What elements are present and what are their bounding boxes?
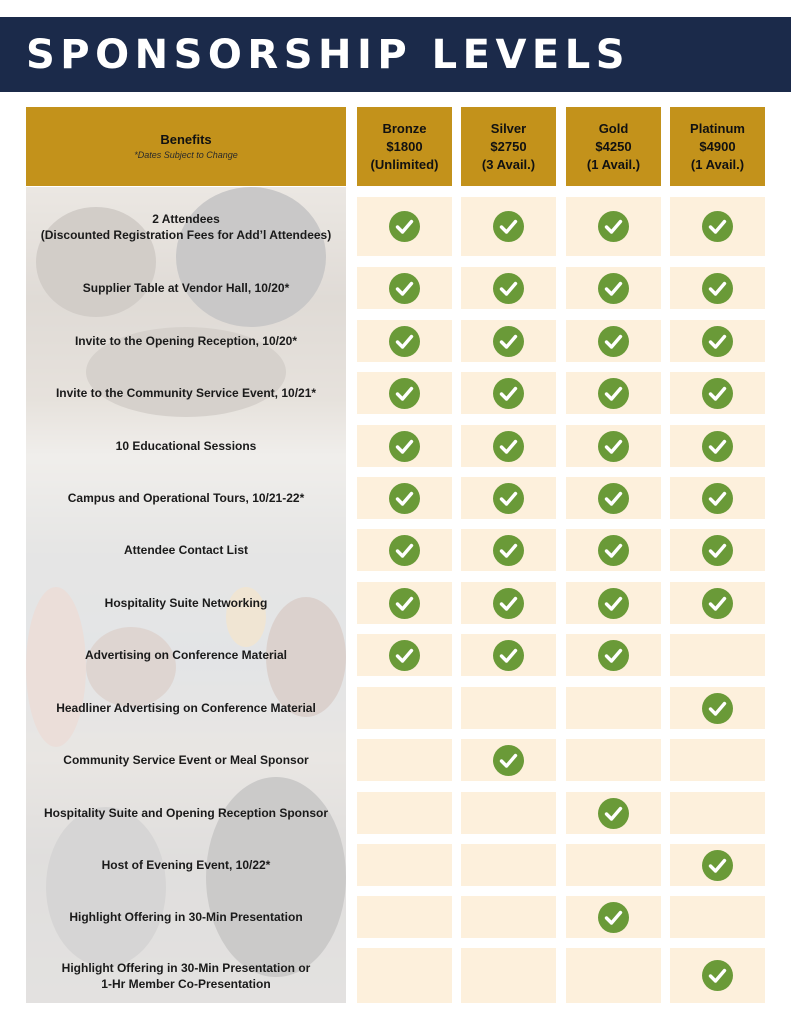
checkmark-icon bbox=[598, 798, 629, 829]
checkmark-icon bbox=[702, 850, 733, 881]
tier-header-gold bbox=[566, 107, 661, 186]
tier-cell-platinum bbox=[670, 529, 765, 571]
checkmark-icon bbox=[389, 326, 420, 357]
checkmark-icon bbox=[702, 693, 733, 724]
checkmark-icon bbox=[702, 483, 733, 514]
tier-cell-silver bbox=[461, 687, 556, 729]
tier-cell-silver bbox=[461, 634, 556, 676]
benefit-label bbox=[26, 425, 346, 467]
tier-cell-silver bbox=[461, 267, 556, 309]
checkmark-icon bbox=[702, 273, 733, 304]
checkmark-icon bbox=[598, 535, 629, 566]
tier-price: $4250 bbox=[595, 138, 632, 154]
checkmark-icon bbox=[702, 960, 733, 991]
benefit-label bbox=[26, 197, 346, 256]
tier-availability: (1 Avail.) bbox=[586, 156, 641, 172]
tier-cell-gold bbox=[566, 425, 661, 467]
page-title: SPONSORSHIP LEVELS bbox=[26, 32, 631, 78]
tier-header-silver bbox=[461, 107, 556, 186]
tier-cell-gold bbox=[566, 792, 661, 834]
tier-cell-silver bbox=[461, 477, 556, 519]
tier-cell-bronze bbox=[357, 320, 452, 362]
checkmark-icon bbox=[702, 431, 733, 462]
tier-name: Platinum bbox=[690, 120, 745, 136]
benefit-label bbox=[26, 372, 346, 414]
tier-cell-gold bbox=[566, 320, 661, 362]
tier-name: Bronze bbox=[382, 120, 427, 136]
tier-cell-platinum bbox=[670, 896, 765, 938]
tier-cell-gold bbox=[566, 687, 661, 729]
checkmark-icon bbox=[389, 273, 420, 304]
checkmark-icon bbox=[389, 483, 420, 514]
tier-cell-gold bbox=[566, 197, 661, 256]
checkmark-icon bbox=[389, 535, 420, 566]
tier-cell-bronze bbox=[357, 582, 452, 624]
tier-cell-bronze bbox=[357, 844, 452, 886]
tier-cell-silver bbox=[461, 844, 556, 886]
tier-cell-gold bbox=[566, 267, 661, 309]
tier-cell-bronze bbox=[357, 197, 452, 256]
checkmark-icon bbox=[389, 378, 420, 409]
checkmark-icon bbox=[493, 640, 524, 671]
benefit-label-line: Highlight Offering in 30-Min Presentation bbox=[69, 910, 303, 924]
tier-header-bronze bbox=[357, 107, 452, 186]
tier-cell-platinum bbox=[670, 739, 765, 781]
tier-cell-silver bbox=[461, 582, 556, 624]
benefit-label-line: Invite to the Community Service Event, 10/21* bbox=[55, 386, 317, 400]
tier-cell-platinum bbox=[670, 267, 765, 309]
tier-cell-silver bbox=[461, 739, 556, 781]
tier-cell-bronze bbox=[357, 739, 452, 781]
tier-cell-gold bbox=[566, 739, 661, 781]
benefit-label-line: 1-Hr Member Co-Presentation bbox=[101, 976, 271, 991]
checkmark-icon bbox=[493, 588, 524, 619]
tier-cell-bronze bbox=[357, 634, 452, 676]
tier-cell-bronze bbox=[357, 529, 452, 571]
tier-cell-bronze bbox=[357, 792, 452, 834]
benefit-label-line: Advertising on Conference Material bbox=[84, 648, 288, 662]
benefit-label-line: Highlight Offering in 30-Min Presentation or bbox=[61, 960, 311, 975]
tier-cell-bronze bbox=[357, 425, 452, 467]
tier-cell-gold bbox=[566, 529, 661, 571]
tier-price: $2750 bbox=[490, 138, 527, 154]
tier-price: $1800 bbox=[386, 138, 423, 154]
tier-cell-bronze bbox=[357, 896, 452, 938]
tier-cell-platinum bbox=[670, 792, 765, 834]
benefit-label bbox=[26, 529, 346, 571]
tier-cell-gold bbox=[566, 582, 661, 624]
tier-cell-platinum bbox=[670, 425, 765, 467]
tier-cell-silver bbox=[461, 425, 556, 467]
tier-cell-gold bbox=[566, 477, 661, 519]
checkmark-icon bbox=[702, 378, 733, 409]
benefit-label bbox=[26, 948, 346, 1003]
benefit-label-line: 10 Educational Sessions bbox=[115, 439, 257, 453]
benefits-header bbox=[26, 107, 346, 186]
checkmark-icon bbox=[389, 640, 420, 671]
tier-cell-bronze bbox=[357, 687, 452, 729]
tier-cell-bronze bbox=[357, 948, 452, 1003]
checkmark-icon bbox=[493, 326, 524, 357]
tier-availability: (1 Avail.) bbox=[690, 156, 745, 172]
benefit-label bbox=[26, 687, 346, 729]
tier-cell-bronze bbox=[357, 267, 452, 309]
benefit-label-line: Headliner Advertising on Conference Material bbox=[56, 701, 316, 715]
benefit-label bbox=[26, 267, 346, 309]
checkmark-icon bbox=[493, 535, 524, 566]
tier-cell-silver bbox=[461, 792, 556, 834]
tier-cell-gold bbox=[566, 634, 661, 676]
tier-cell-silver bbox=[461, 320, 556, 362]
benefit-label-line: Community Service Event or Meal Sponsor bbox=[63, 753, 309, 767]
tier-cell-platinum bbox=[670, 687, 765, 729]
tier-cell-platinum bbox=[670, 372, 765, 414]
checkmark-icon bbox=[598, 211, 629, 242]
checkmark-icon bbox=[493, 211, 524, 242]
tier-cell-platinum bbox=[670, 582, 765, 624]
checkmark-icon bbox=[702, 588, 733, 619]
title-banner bbox=[0, 17, 791, 92]
benefit-label bbox=[26, 739, 346, 781]
checkmark-icon bbox=[493, 483, 524, 514]
tier-cell-platinum bbox=[670, 948, 765, 1003]
tier-cell-silver bbox=[461, 529, 556, 571]
benefit-label-line: Invite to the Opening Reception, 10/20* bbox=[74, 334, 298, 348]
checkmark-icon bbox=[598, 483, 629, 514]
tier-cell-gold bbox=[566, 844, 661, 886]
tier-availability: (3 Avail.) bbox=[481, 156, 536, 172]
tier-cell-gold bbox=[566, 896, 661, 938]
tier-cell-silver bbox=[461, 197, 556, 256]
tier-cell-silver bbox=[461, 948, 556, 1003]
checkmark-icon bbox=[598, 273, 629, 304]
tier-cell-bronze bbox=[357, 372, 452, 414]
checkmark-icon bbox=[493, 431, 524, 462]
benefit-label bbox=[26, 896, 346, 938]
checkmark-icon bbox=[493, 273, 524, 304]
checkmark-icon bbox=[702, 326, 733, 357]
tier-cell-bronze bbox=[357, 477, 452, 519]
tier-availability: (Unlimited) bbox=[370, 156, 439, 172]
tier-cell-silver bbox=[461, 896, 556, 938]
benefit-label-line: (Discounted Registration Fees for Add’l Attendees) bbox=[40, 227, 332, 242]
checkmark-icon bbox=[702, 211, 733, 242]
benefit-label-line: Host of Evening Event, 10/22* bbox=[101, 858, 271, 872]
tier-cell-platinum bbox=[670, 634, 765, 676]
benefit-label bbox=[26, 844, 346, 886]
tier-cell-platinum bbox=[670, 320, 765, 362]
checkmark-icon bbox=[389, 431, 420, 462]
checkmark-icon bbox=[598, 640, 629, 671]
checkmark-icon bbox=[598, 902, 629, 933]
tier-cell-platinum bbox=[670, 477, 765, 519]
benefit-label bbox=[26, 582, 346, 624]
benefit-label bbox=[26, 477, 346, 519]
tier-cell-platinum bbox=[670, 844, 765, 886]
checkmark-icon bbox=[493, 378, 524, 409]
tier-cell-gold bbox=[566, 948, 661, 1003]
tier-name: Gold bbox=[598, 120, 629, 136]
benefit-label bbox=[26, 634, 346, 676]
benefit-label bbox=[26, 320, 346, 362]
tier-header-platinum bbox=[670, 107, 765, 186]
benefit-label-line: Hospitality Suite Networking bbox=[104, 596, 268, 610]
benefit-label bbox=[26, 792, 346, 834]
tier-price: $4900 bbox=[699, 138, 736, 154]
benefit-label-line: Supplier Table at Vendor Hall, 10/20* bbox=[82, 281, 290, 295]
checkmark-icon bbox=[598, 378, 629, 409]
checkmark-icon bbox=[598, 588, 629, 619]
checkmark-icon bbox=[389, 211, 420, 242]
checkmark-icon bbox=[598, 326, 629, 357]
checkmark-icon bbox=[702, 535, 733, 566]
benefit-label-line: Attendee Contact List bbox=[123, 543, 248, 557]
checkmark-icon bbox=[493, 745, 524, 776]
tier-cell-silver bbox=[461, 372, 556, 414]
checkmark-icon bbox=[389, 588, 420, 619]
tier-cell-platinum bbox=[670, 197, 765, 256]
tier-cell-gold bbox=[566, 372, 661, 414]
benefit-label-line: Hospitality Suite and Opening Reception Sponsor bbox=[43, 806, 329, 820]
benefit-label-line: 2 Attendees bbox=[152, 211, 220, 226]
benefits-header-note: *Dates Subject to Change bbox=[134, 150, 238, 160]
tier-name: Silver bbox=[490, 120, 527, 136]
checkmark-icon bbox=[598, 431, 629, 462]
benefit-label-line: Campus and Operational Tours, 10/21-22* bbox=[67, 491, 305, 505]
benefits-header-label: Benefits bbox=[160, 132, 212, 147]
